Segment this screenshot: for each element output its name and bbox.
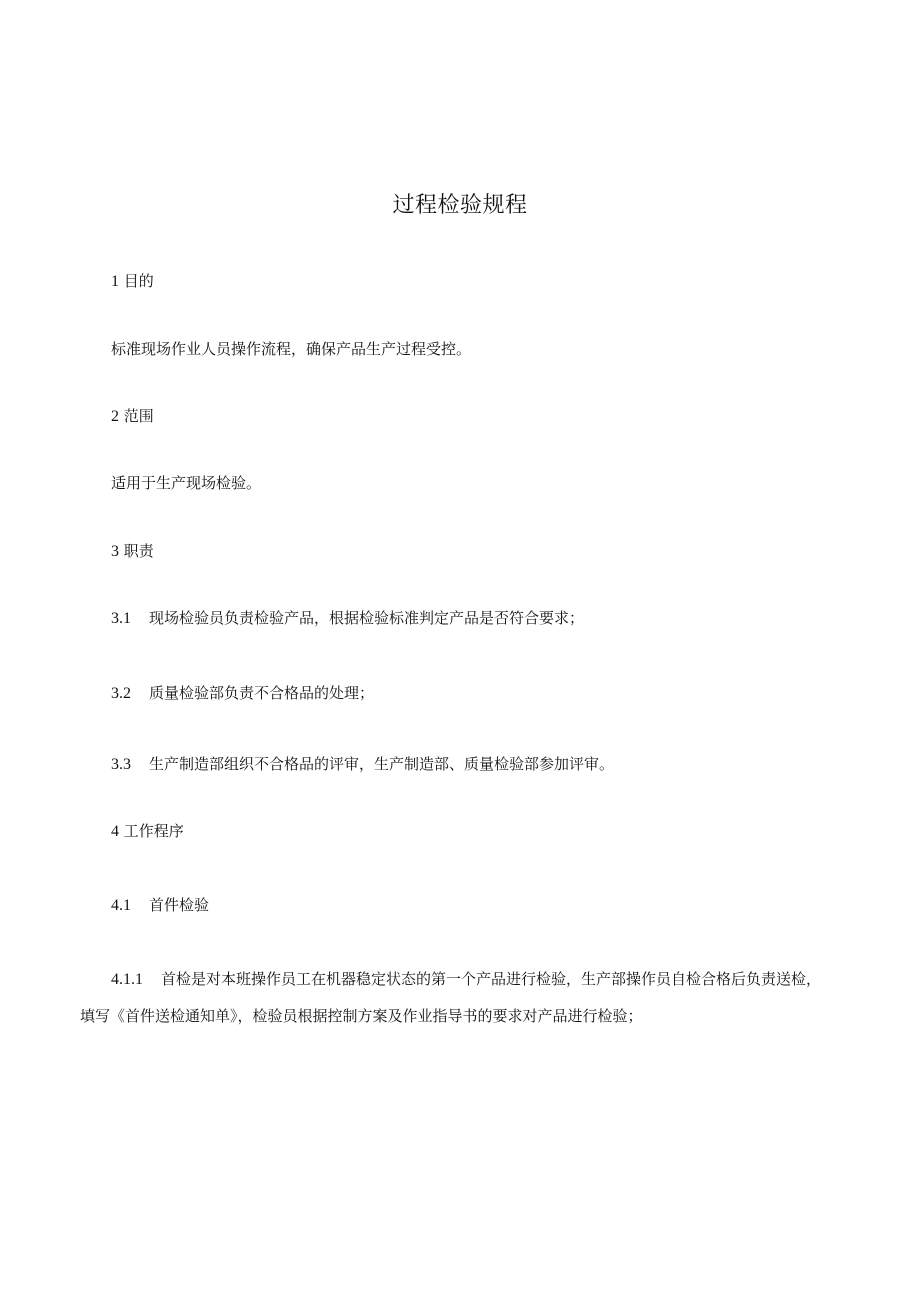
- section-heading-purpose: [111, 271, 154, 292]
- clause-text: 首件检验: [149, 896, 210, 914]
- clause-text-line-2: 填写《首件送检通知单》，检验员根据控制方案及作业指导书的要求对产品进行检验；: [80, 1007, 643, 1025]
- section-number: 4: [111, 823, 119, 840]
- section-heading-text: 范围: [123, 407, 154, 425]
- paragraph-scope: 适用于生产现场检验。: [111, 474, 262, 492]
- clause-3-2: [111, 683, 374, 704]
- clause-text-line-1: 首检是对本班操作员工在机器稳定状态的第一个产品进行检验，生产部操作员自检合格后负责送检，: [161, 970, 822, 988]
- section-heading-responsibilities: [111, 541, 154, 562]
- section-heading-text: 工作程序: [123, 822, 184, 840]
- section-heading-procedure: [111, 821, 184, 842]
- clause-text: 现场检验员负责检验产品，根据检验标准判定产品是否符合要求；: [149, 609, 585, 627]
- section-number: 3: [111, 543, 119, 560]
- clause-4-1: [111, 895, 209, 916]
- paragraph-purpose: 标准现场作业人员操作流程，确保产品生产过程受控。: [111, 340, 472, 358]
- section-number: 1: [111, 273, 119, 290]
- document-title: 过程检验规程: [392, 193, 528, 218]
- clause-number: 3.3: [111, 756, 131, 773]
- clause-3-1: [111, 608, 584, 629]
- clause-3-3: [111, 754, 614, 775]
- clause-number: 3.2: [111, 685, 131, 702]
- section-heading-scope: [111, 406, 154, 427]
- section-number: 2: [111, 408, 119, 425]
- section-heading-text: 职责: [123, 542, 154, 560]
- section-heading-text: 目的: [123, 272, 154, 290]
- clause-4-1-1: [80, 961, 860, 1035]
- clause-text: 质量检验部负责不合格品的处理；: [149, 684, 375, 702]
- clause-number: 4.1.1: [111, 971, 143, 988]
- clause-number: 4.1: [111, 897, 131, 914]
- clause-number: 3.1: [111, 610, 131, 627]
- clause-text: 生产制造部组织不合格品的评审，生产制造部、质量检验部参加评审。: [149, 755, 615, 773]
- clause-line-1: [80, 961, 860, 998]
